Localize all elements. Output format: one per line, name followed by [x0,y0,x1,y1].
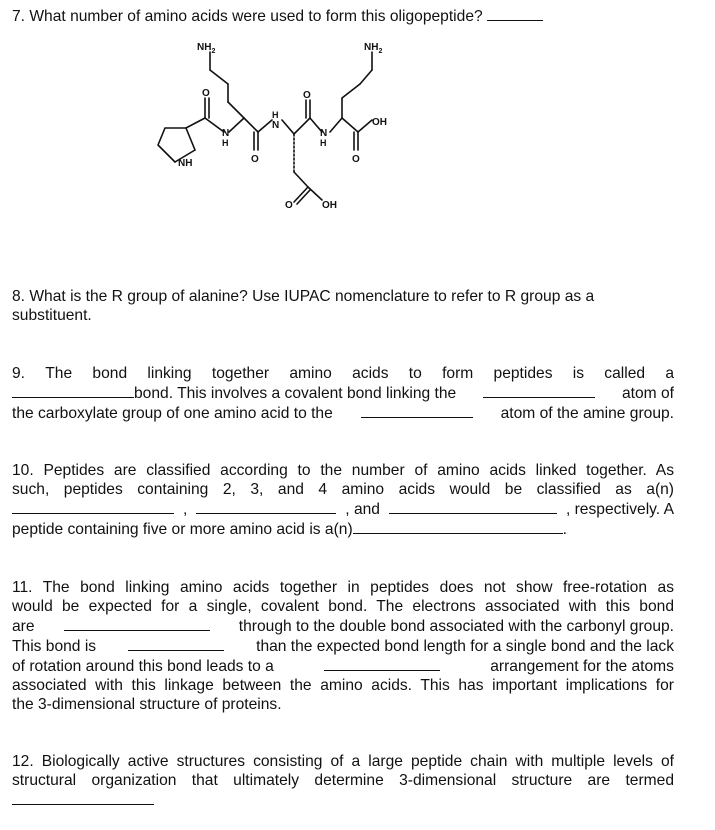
label-oh-1: OH [372,117,387,128]
label-nh2-right: $NH_2$ [364,42,383,55]
label-o-2: O [251,154,259,165]
question-8-line-2: substituent. [12,307,92,324]
answer-blank-q12[interactable] [12,790,154,805]
question-11 [12,578,674,714]
question-12-line-3 [12,790,674,810]
label-o-4: O [352,154,360,165]
answer-blank-q7[interactable] [487,6,543,21]
answer-blank-q10-polypeptide[interactable] [353,519,563,534]
question-9 [12,364,674,423]
question-8 [12,287,674,325]
question-10-line-4: peptide containing five or more amino acid is a(n) . [12,521,567,538]
label-h-1: H [222,138,229,148]
label-n-1: N [222,128,230,139]
question-10-line-2: such, peptides containing 2, 3, and 4 amino acids would be classified as a(n) [12,481,674,498]
answer-blank-q9-bond-type[interactable] [12,383,134,398]
answer-blank-q11-delocalized[interactable] [64,616,210,631]
answer-blank-q9-atom-1[interactable] [483,383,595,398]
question-10 [12,461,674,539]
oligopeptide-structure [0,22,715,252]
question-12 [12,752,674,810]
label-o-5: O [285,200,293,211]
question-11-line-1: 11. The bond linking amino acids together in peptides does not show free-rotation as [12,579,674,596]
label-nh-ring: NH [178,158,193,169]
question-10-line-3: , , and , respectively. A [12,499,674,519]
label-o-1: O [202,88,210,99]
question-11-line-2: would be expected for a single, covalent bond. The electrons associated with this bond [12,598,674,615]
question-9-line-1: 9. The bond linking together amino acids to form peptides is called a [12,365,674,382]
answer-blank-q9-atom-2[interactable] [361,403,473,418]
answer-blank-q10-dipeptide[interactable] [12,499,174,514]
question-11-line-7: the 3-dimensional structure of proteins. [12,696,282,713]
label-h-2: H [272,110,279,120]
answer-blank-q10-tripeptide[interactable] [196,499,336,514]
question-11-line-5: of rotation around this bond leads to a arrangement for the atoms [12,658,674,675]
question-8-line-1: 8. What is the R group of alanine? Use IUPAC nomenclature to refer to R group as a [12,288,595,305]
label-n-2: N [272,120,280,131]
question-9-line-3: the carboxylate group of one amino acid to the atom of the amine group. [12,405,674,422]
answer-blank-q11-length[interactable] [128,636,224,651]
question-12-line-1: 12. Biologically active structures consisting of a large peptide chain with multiple levels of [12,753,674,770]
question-7-text: 7. What number of amino acids were used to form this oligopeptide? [12,8,483,25]
question-11-line-4: This bond is than the expected bond length for a single bond and the lack [12,638,674,655]
answer-blank-q11-arrangement[interactable] [324,656,440,671]
question-9-line-2: bond. This involves a covalent bond linking the atom of [12,383,674,403]
question-11-line-3: are through to the double bond associated with the carbonyl group. [12,618,674,635]
label-n-3: N [320,128,328,139]
answer-blank-q10-tetrapeptide[interactable] [389,499,557,514]
label-oh-2: OH [322,200,337,211]
label-h-3: H [320,138,327,148]
question-10-line-1: 10. Peptides are classified according to the number of amino acids linked together. As [12,462,674,479]
question-11-line-6: associated with this linkage between the amino acids. This has important implications for [12,677,674,694]
label-o-3: O [303,90,311,101]
label-nh2-left: $NH_2$ [197,42,216,55]
question-12-line-2: structural organization that ultimately determine 3-dimensional structure are termed [12,772,674,789]
